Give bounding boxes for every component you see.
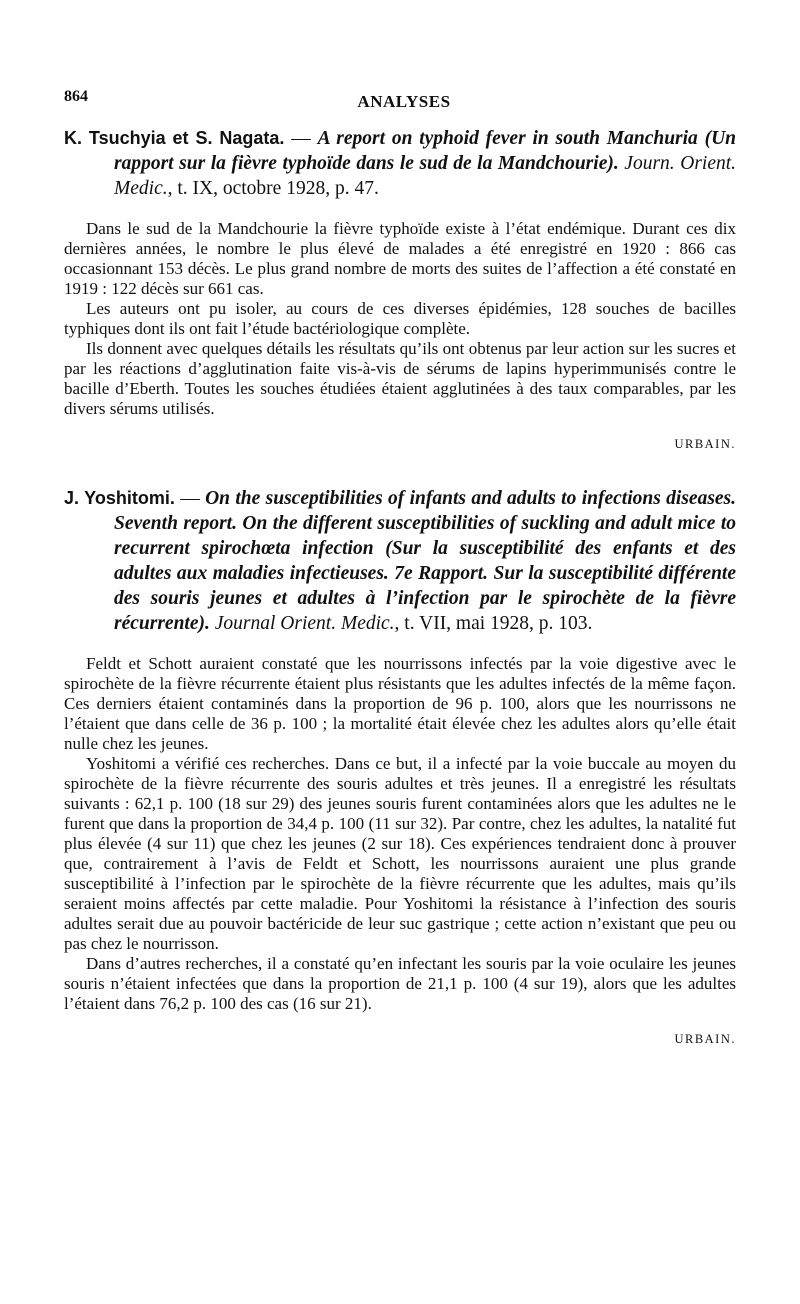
reference-dash: — <box>180 488 200 509</box>
abstract-signature: URBAIN. <box>674 437 736 451</box>
article-authors: K. Tsuchyia et S. Nagata. <box>64 128 285 148</box>
journal-name: Journ. Orient. Medic. <box>114 153 737 199</box>
article-authors: J. Yoshitomi. <box>64 488 175 508</box>
journal-name: Journal Orient. Medic. <box>214 613 395 634</box>
reference-dash: — <box>291 128 311 149</box>
paragraph: Dans d’autres recherches, il a constaté qu’en infectant les souris par la voie oculaire les jeunes souris n’étaient infectées que dans la proportion de 21,1 p. 100 (4 sur 19), alors que les adultes l’étaient dans 76,2 p. 100 des cas (16 sur 21). <box>64 954 736 1013</box>
paragraph: Feldt et Schott auraient constaté que les nourrissons infectés par la voie digestive avec le spirochète de la fièvre récurrente étaient plus résistants que les adultes infectés de la même façon. Ces derniers étaient contaminés dans la proportion de 96 p. 100, alors que les nourrissons ne l’étaient que dans celle de 36 p. 100 ; la mortalité était élevée chez les adultes alors qu’elle était nulle chez les jeunes. <box>64 654 736 753</box>
paragraph: Ils donnent avec quelques détails les résultats qu’ils ont obtenus par leur action sur les sucres et par les réactions d’agglutination faite vis-à-vis de sérums de lapins hyperimmunisés contre le bacille d’Eberth. Toutes les souches étudiées étaient agglutinées à des taux comparables, par les divers sérums utilisés. <box>64 339 736 418</box>
citation-details: , t. VII, mai 1928, p. 103. <box>394 613 593 634</box>
abstract-body <box>64 654 736 1014</box>
paragraph: Les auteurs ont pu isoler, au cours de ces diverses épidémies, 128 souches de bacilles typhiques dont ils ont fait l’étude bactériologique complète. <box>64 299 736 338</box>
article-title: On the susceptibilities of infants and adults to infections diseases. Seventh report. On the different susceptibilities of suckling and adult mice to recurrent spirochœta infection (Sur la susceptibilité des enfants et des adultes aux maladies infectieuses. 7e Rapport. Sur la susceptibilité différente des souris jeunes et adultes à l’infection par le spirochète de la fièvre récurrente). <box>114 488 737 634</box>
abstract-tsuchyia <box>64 126 736 452</box>
article-reference <box>64 126 736 201</box>
paragraph: Yoshitomi a vérifié ces recherches. Dans ce but, il a infecté par la voie buccale au moyen du spirochète de la fièvre récurrente des souris adultes et très jeunes. Il a enregistré les résultats suivants : 62,1 p. 100 (18 sur 29) des jeunes souris furent contaminées alors que les adultes ne le furent que dans la proportion de 34,4 p. 100 (11 sur 32). Par contre, chez les adultes, la natalité fut plus élevée (4 sur 11) que chez les jeunes (2 sur 18). Ces expériences tendraient donc à prouver que, contrairement à l’avis de Feldt et Schott, les nourrissons auraient une plus grande susceptibilité à l’infection par le spirochète de la fièvre récurrente que les adultes, mais qu’ils seraient moins affectés par cette maladie. Pour Yoshitomi la résistance à l’infection des souris adultes serait due au pouvoir bactéricide de leur suc gastrique ; cette action n’existant que peu ou pas chez le nourrisson. <box>64 754 736 953</box>
article-title: A report on typhoid fever in south Manchuria (Un rapport sur la fièvre typhoïde dans le sud de la Mandchourie). <box>114 128 737 174</box>
page-number: 864 <box>64 88 88 105</box>
running-title: ANALYSES <box>357 92 451 111</box>
citation-details: , t. IX, octobre 1928, p. 47. <box>167 178 379 199</box>
abstract-body <box>64 219 736 419</box>
paragraph: Dans le sud de la Mandchourie la fièvre typhoïde existe à l’état endémique. Durant ces dix dernières années, le nombre le plus élevé de malades a été enregistré en 1920 : 866 cas occasionnant 153 décès. Le plus grand nombre de morts des suites de l’affection a été constaté en 1919 : 122 décès sur 661 cas. <box>64 219 736 298</box>
abstract-signature: URBAIN. <box>674 1032 736 1046</box>
article-reference <box>64 486 736 636</box>
abstract-yoshitomi <box>64 486 736 1047</box>
